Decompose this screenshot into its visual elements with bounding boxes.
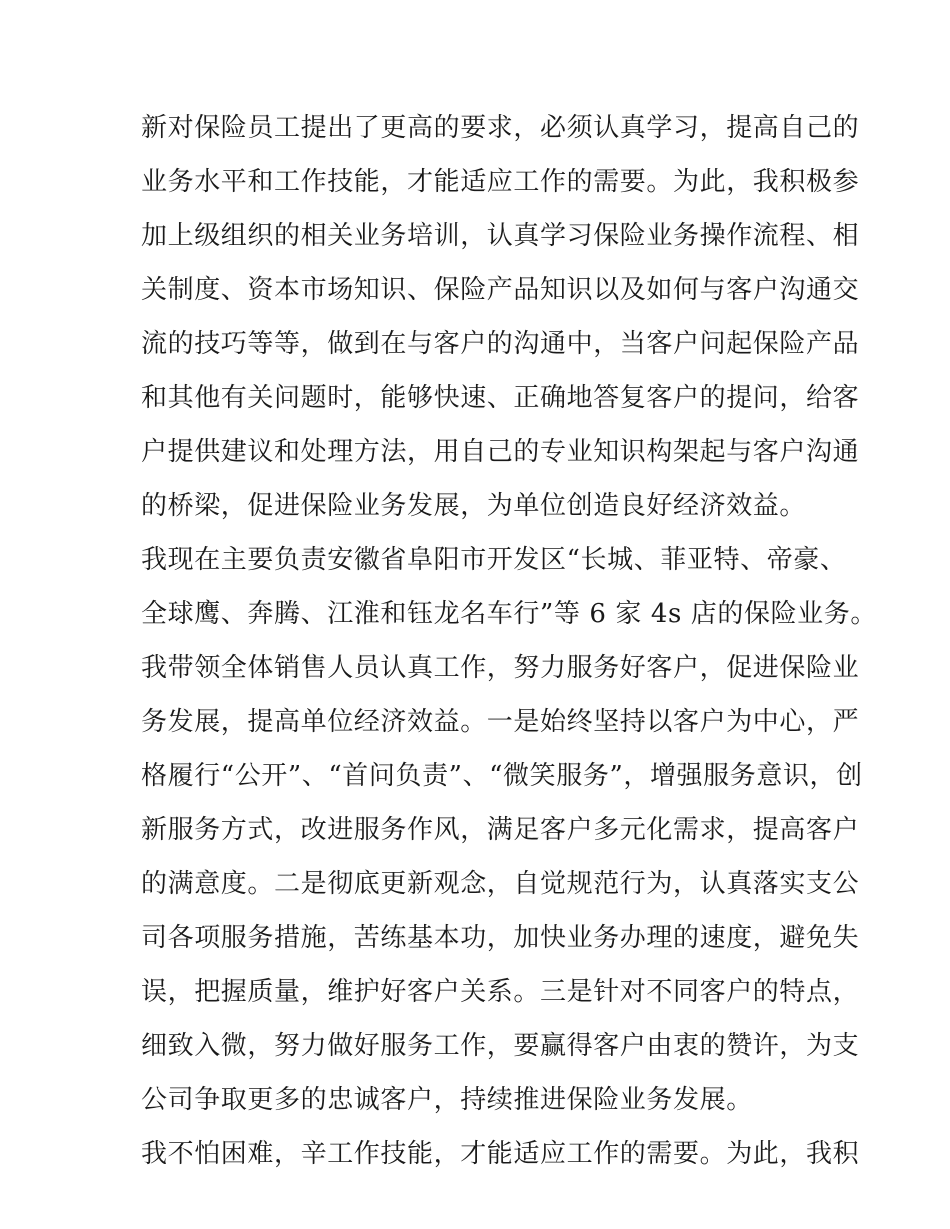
text-line: 新服务方式，改进服务作风，满足客户多元化需求，提高客户 bbox=[141, 815, 860, 845]
text-line: 全球鹰、奔腾、江淮和钰龙名车行”等 6 家 4s 店的保险业务。 bbox=[141, 599, 877, 629]
text-line: 我带领全体销售人员认真工作，努力服务好客户，促进保险业 bbox=[141, 653, 860, 683]
text-line: 关制度、资本市场知识、保险产品知识以及如何与客户沟通交 bbox=[141, 275, 860, 305]
text-line: 细致入微，努力做好服务工作，要赢得客户由衷的赞许，为支 bbox=[141, 1031, 860, 1061]
text-line: 户提供建议和处理方法，用自己的专业知识构架起与客户沟通 bbox=[141, 437, 860, 467]
text-line: 我不怕困难，辛工作技能，才能适应工作的需要。为此，我积 bbox=[141, 1139, 860, 1169]
text-line: 加上级组织的相关业务培训，认真学习保险业务操作流程、相 bbox=[141, 221, 860, 251]
text-line: 业务水平和工作技能，才能适应工作的需要。为此，我积极参 bbox=[141, 167, 860, 197]
text-line: 公司争取更多的忠诚客户，持续推进保险业务发展。 bbox=[141, 1085, 753, 1115]
text-line: 新对保险员工提出了更高的要求，必须认真学习，提高自己的 bbox=[141, 113, 860, 143]
text-line: 务发展，提高单位经济效益。一是始终坚持以客户为中心，严 bbox=[141, 707, 860, 737]
text-line: 和其他有关问题时，能够快速、正确地答复客户的提问，给客 bbox=[141, 383, 860, 413]
text-line: 流的技巧等等，做到在与客户的沟通中，当客户问起保险产品 bbox=[141, 329, 860, 359]
text-line: 的桥梁，促进保险业务发展，为单位创造良好经济效益。 bbox=[141, 491, 807, 521]
text-line: 司各项服务措施，苦练基本功，加快业务办理的速度，避免失 bbox=[141, 923, 860, 953]
text-line: 的满意度。二是彻底更新观念，自觉规范行为，认真落实支公 bbox=[141, 869, 860, 899]
text-line: 误，把握质量，维护好客户关系。三是针对不同客户的特点， bbox=[141, 977, 860, 1007]
text-line: 格履行“公开”、“首问负责”、“微笑服务”，增强服务意识，创 bbox=[141, 761, 863, 791]
text-line: 我现在主要负责安徽省阜阳市开发区“长城、菲亚特、帝豪、 bbox=[141, 545, 847, 575]
